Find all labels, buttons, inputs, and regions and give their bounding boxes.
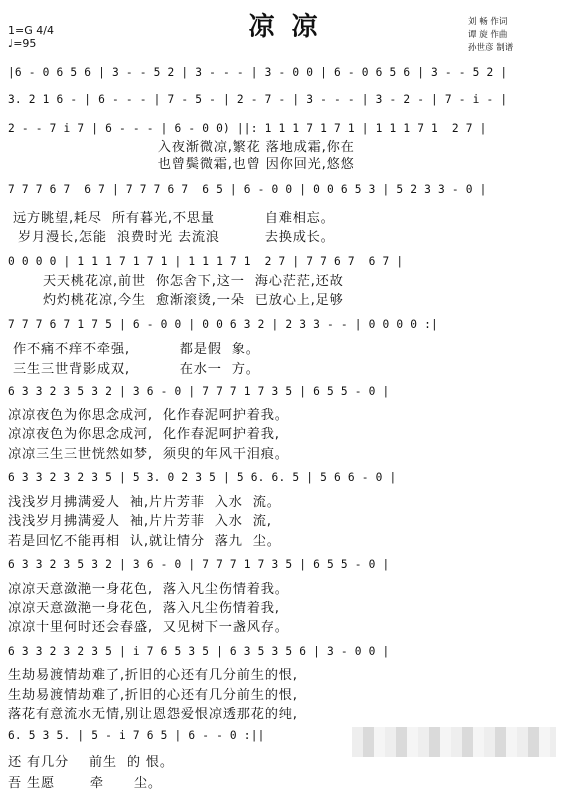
notation-line: 7 7 7 6 7 6 7 | 7 7 7 6 7 6 5 | 6 - 0 0 | 0 0 6 5 3 | 5 2 3 3 - 0 | bbox=[8, 183, 487, 196]
lyric-line: 生劫易渡情劫难了,折旧的心还有几分前生的恨, bbox=[8, 668, 298, 683]
notation-line: |6 - 0 6 5 6 | 3 - - 5 2 | 3 - - - | 3 - 0 0 | 6 - 0 6 5 6 | 3 - - 5 2 | bbox=[8, 66, 508, 79]
credit-lyricist: 刘 畅 作词 bbox=[468, 17, 508, 27]
credits-block bbox=[468, 16, 513, 55]
notation-line: 2 - - 7 i 7 | 6 - - - | 6 - 0 0) ||: 1 1 1 7 1 7 1 | 1 1 1 7 1 2 7 | bbox=[8, 122, 487, 135]
lyric-line: 作不痛不痒不牵强, 都是假 象。 bbox=[8, 342, 260, 357]
lyric-line: 浅浅岁月拂满爱人 袖,片片芳菲 入水 流, bbox=[8, 514, 272, 529]
credit-composer: 谭 旋 作曲 bbox=[468, 30, 508, 40]
lyric-line: 凉凉三生三世恍然如梦, 须臾的年风干泪痕。 bbox=[8, 447, 289, 462]
blurred-watermark bbox=[352, 727, 556, 757]
notation-line: 3. 2 1 6 - | 6 - - - | 7 - 5 - | 2 - 7 - | 3 - - - | 3 - 2 - | 7 - i - | bbox=[8, 93, 508, 106]
lyric-line: 远方眺望,耗尽 所有暮光,不思量 自难相忘。 bbox=[8, 211, 335, 226]
tempo-marking: ♩=95 bbox=[8, 37, 37, 50]
key-signature: 1=G 4/4 bbox=[8, 24, 54, 37]
credit-arranger: 孙世彦 制谱 bbox=[468, 43, 514, 53]
song-title: 凉 凉 bbox=[248, 12, 322, 42]
notation-line: 6 3 3 2 3 5 3 2 | 3 6 - 0 | 7 7 7 1 7 3 5 | 6 5 5 - 0 | bbox=[8, 385, 390, 398]
notation-line: 7 7 7 6 7 1 7 5 | 6 - 0 0 | 0 0 6 3 2 | 2 3 3 - - | 0 0 0 0 :| bbox=[8, 318, 438, 331]
lyric-line: 岁月漫长,怎能 浪费时光 去流浪 去换成长。 bbox=[8, 230, 335, 245]
lyric-line: 凉凉夜色为你思念成河, 化作春泥呵护着我, bbox=[8, 427, 280, 442]
lyric-line: 凉凉天意潋滟一身花色, 落入凡尘伤情着我, bbox=[8, 601, 280, 616]
lyric-line: 入夜渐微凉,繁花 落地成霜,你在 bbox=[8, 140, 355, 155]
lyric-line: 天天桃花凉,前世 你怎舍下,这一 海心茫茫,还故 bbox=[8, 274, 344, 289]
lyric-line: 若是回忆不能再相 认,就让情分 落九 尘。 bbox=[8, 534, 281, 549]
notation-line: 6. 5 3 5. | 5 - i 7 6 5 | 6 - - 0 :|| bbox=[8, 729, 265, 742]
lyric-line: 三生三世背影成双, 在水一 方。 bbox=[8, 362, 260, 377]
notation-line: 6 3 3 2 3 2 3 5 | 5 3. 0 2 3 5 | 5 6. 6. 5 | 5 6 6 - 0 | bbox=[8, 471, 397, 484]
lyric-line: 凉凉天意潋滟一身花色, 落入凡尘伤情着我。 bbox=[8, 582, 289, 597]
lyric-line: 生劫易渡情劫难了,折旧的心还有几分前生的恨, bbox=[8, 688, 298, 703]
lyric-line: 吾 生愿 牵 尘。 bbox=[8, 776, 162, 791]
lyric-line: 灼灼桃花凉,今生 愈渐滚烫,一朵 已放心上,足够 bbox=[8, 293, 344, 308]
lyric-line: 浅浅岁月拂满爱人 袖,片片芳菲 入水 流。 bbox=[8, 495, 281, 510]
lyric-line: 凉凉十里何时还会春盛, 又见树下一盏风存。 bbox=[8, 620, 289, 635]
lyric-line: 也曾鬓微霜,也曾 因你回光,悠悠 bbox=[8, 157, 355, 172]
lyric-line: 落花有意流水无情,别让恩怨爱恨凉透那花的纯, bbox=[8, 707, 298, 722]
key-tempo-block bbox=[8, 24, 54, 50]
notation-line: 6 3 3 2 3 2 3 5 | i 7 6 5 3 5 | 6 3 5 3 5 6 | 3 - 0 0 | bbox=[8, 645, 390, 658]
notation-line: 6 3 3 2 3 5 3 2 | 3 6 - 0 | 7 7 7 1 7 3 5 | 6 5 5 - 0 | bbox=[8, 558, 390, 571]
notation-line: 0 0 0 0 | 1 1 1 7 1 7 1 | 1 1 1 7 1 2 7 | 7 7 6 7 6 7 | bbox=[8, 255, 404, 268]
lyric-line: 凉凉夜色为你思念成河, 化作春泥呵护着我。 bbox=[8, 408, 289, 423]
lyric-line: 还 有几分 前生 的 恨。 bbox=[8, 755, 174, 770]
